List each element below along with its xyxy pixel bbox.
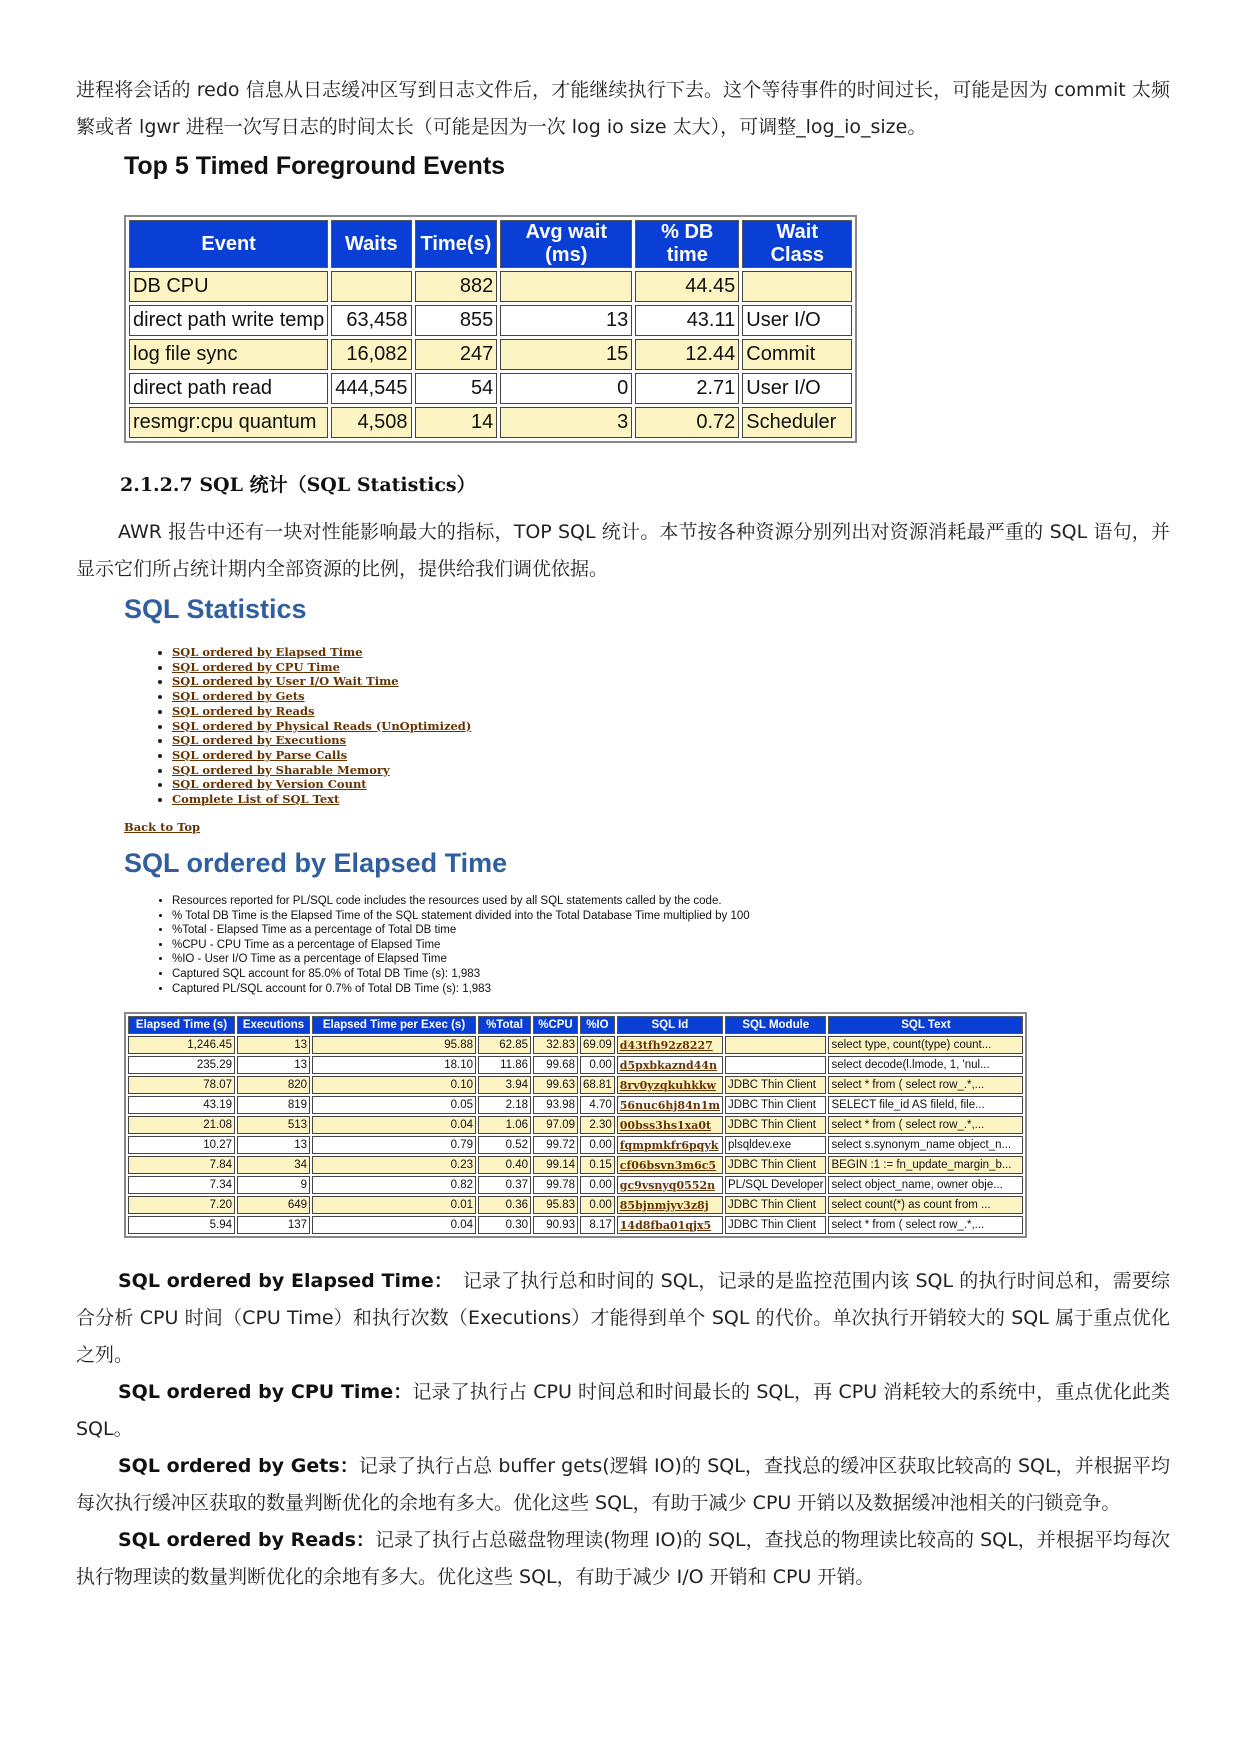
table-cell: 13 — [237, 1056, 310, 1074]
elapsed-note: • %IO - User I/O Time as a percentage of Elapsed Time — [172, 952, 750, 967]
table-cell: plsqldev.exe — [725, 1136, 826, 1154]
elapsed-note: • Captured PL/SQL account for 0.7% of Total DB Time (s): 1,983 — [172, 982, 750, 997]
back-to-top-link[interactable]: Back to Top — [124, 820, 201, 834]
top5-event-cell: resmgr:cpu quantum — [129, 407, 328, 438]
list-item — [172, 748, 471, 763]
table-cell: 0.10 — [312, 1076, 476, 1094]
table-cell: 99.78 — [533, 1176, 578, 1194]
sql-statistics-title: SQL Statistics — [124, 594, 307, 624]
table-cell: 4.70 — [580, 1096, 615, 1114]
list-item — [172, 645, 471, 660]
definition-text: 记录了执行占总 buffer gets(逻辑 IO)的 SQL，查找总的缓冲区获取比较高的 SQL，并根据平均每次执行缓冲区获取的数量判断优化的余地有多大。优化这些 SQL，有助于减少 CPU 开销以及数据缓冲池相关的闩锁竞争。 — [76, 1455, 1170, 1514]
table-cell: SELECT file_id AS fileld, file... — [828, 1096, 1023, 1114]
list-item — [172, 704, 471, 719]
table-cell: 0.04 — [312, 1116, 476, 1134]
table-cell: 819 — [237, 1096, 310, 1114]
table-cell: 2.18 — [478, 1096, 531, 1114]
table-cell: 13 — [237, 1136, 310, 1154]
sql-id-cell — [617, 1096, 723, 1114]
elapsed-time-table — [124, 1012, 1027, 1238]
sql-id-link[interactable]: 00bss3hs1xa0t — [619, 1118, 712, 1132]
elapsed-note: • % Total DB Time is the Elapsed Time of the SQL statement divided into the Total Database Time multiplied by 100 — [172, 909, 750, 924]
table-cell: 21.08 — [128, 1116, 235, 1134]
sql-statistics-links — [150, 645, 471, 807]
definition-text: 记录了执行占总磁盘物理读(物理 IO)的 SQL，查找总的物理读比较高的 SQL，并根据平均每次执行物理读的数量判断优化的余地有多大。优化这些 SQL，有助于减少 I/O 开销和 CPU 开销。 — [76, 1529, 1170, 1588]
table-cell: 34 — [237, 1156, 310, 1174]
table-cell: 0.00 — [580, 1056, 615, 1074]
table-cell: 69.09 — [580, 1036, 615, 1054]
elapsed-time-title: SQL ordered by Elapsed Time — [124, 848, 508, 878]
top5-event-cell: 16,082 — [331, 339, 411, 370]
sql-id-link[interactable]: fqmpmkfr6pqyk — [619, 1138, 719, 1152]
top5-header-row — [129, 220, 852, 268]
list-item — [172, 660, 471, 675]
top5-event-cell: 4,508 — [331, 407, 411, 438]
table-row — [128, 1056, 1023, 1074]
sql-header-cell: Elapsed Time (s) — [128, 1016, 235, 1034]
sql-header-cell: SQL Text — [828, 1016, 1023, 1034]
top5-event-cell: 13 — [500, 305, 632, 336]
definition-term: SQL ordered by Reads： — [118, 1529, 375, 1551]
table-row — [128, 1076, 1023, 1094]
top5-event-cell: 2.71 — [635, 373, 739, 404]
table-cell: 7.20 — [128, 1196, 235, 1214]
table-cell: 0.01 — [312, 1196, 476, 1214]
sql-id-link[interactable]: 14d8fba01qjx5 — [619, 1218, 712, 1232]
sql-id-cell — [617, 1036, 723, 1054]
top5-header-cell: Event — [129, 220, 328, 268]
list-item — [172, 763, 471, 778]
definitions-block — [76, 1263, 1170, 1596]
back-to-top — [124, 820, 200, 834]
top5-event-row — [129, 271, 852, 302]
definition-text: 记录了执行占 CPU 时间总和时间最长的 SQL，再 CPU 消耗较大的系统中，重点优化此类 SQL。 — [76, 1381, 1170, 1440]
table-cell: PL/SQL Developer — [725, 1176, 826, 1194]
top5-event-row — [129, 305, 852, 336]
sql-id-link[interactable]: gc9vsnyq0552n — [619, 1178, 716, 1192]
table-row — [128, 1116, 1023, 1134]
table-cell: 10.27 — [128, 1136, 235, 1154]
table-cell: select * from ( select row_.*,... — [828, 1116, 1023, 1134]
top5-event-row — [129, 373, 852, 404]
sql-id-link[interactable]: 56nuc6hj84n1m — [619, 1098, 721, 1112]
top5-event-cell — [500, 271, 632, 302]
table-cell: 7.34 — [128, 1176, 235, 1194]
top5-event-cell: 3 — [500, 407, 632, 438]
intro-text: 进程将会话的 redo 信息从日志缓冲区写到日志文件后，才能继续执行下去。这个等待事件的时间过长，可能是因为 commit 太频繁或者 lgwr 进程一次写日志的时间太长（可能是因为一次 log io size 太大），可调整_log_io_size。 — [76, 79, 1170, 138]
table-cell: 43.19 — [128, 1096, 235, 1114]
table-cell: select decode(l.lmode, 1, 'nul... — [828, 1056, 1023, 1074]
sql-header-cell: Elapsed Time per Exec (s) — [312, 1016, 476, 1034]
top5-event-cell: 63,458 — [331, 305, 411, 336]
sql-id-cell — [617, 1216, 723, 1234]
sql-id-cell — [617, 1156, 723, 1174]
sql-id-cell — [617, 1076, 723, 1094]
sql-id-cell — [617, 1176, 723, 1194]
sql-statistics-link[interactable]: SQL ordered by Reads — [172, 703, 315, 718]
table-cell — [725, 1036, 826, 1054]
sql-header-cell: SQL Module — [725, 1016, 826, 1034]
section-heading: 2.1.2.7 SQL 统计（SQL Statistics） — [120, 474, 476, 496]
sql-id-link[interactable]: cf06bsvn3m6c5 — [619, 1158, 717, 1172]
sql-statistics-link[interactable]: SQL ordered by Elapsed Time — [172, 645, 363, 659]
table-cell: 1,246.45 — [128, 1036, 235, 1054]
sql-statistics-link[interactable]: SQL ordered by Physical Reads (UnOptimized) — [172, 718, 472, 733]
elapsed-note: • Resources reported for PL/SQL code includes the resources used by all SQL statements called by the code. — [172, 894, 750, 909]
top5-event-cell: 43.11 — [635, 305, 739, 336]
sql-id-link[interactable]: d43tfh92z8227 — [619, 1038, 713, 1052]
table-cell: 32.83 — [533, 1036, 578, 1054]
sql-statistics-link[interactable]: SQL ordered by CPU Time — [172, 659, 340, 674]
table-cell: 93.98 — [533, 1096, 578, 1114]
sql-header-cell: %Total — [478, 1016, 531, 1034]
top5-header-cell: Waits — [331, 220, 411, 268]
sql-header-cell: SQL Id — [617, 1016, 723, 1034]
table-cell: 99.72 — [533, 1136, 578, 1154]
table-cell: 1.06 — [478, 1116, 531, 1134]
definition-reads — [76, 1522, 1170, 1596]
sql-statistics-link[interactable]: SQL ordered by Executions — [172, 733, 347, 748]
table-cell: 0.05 — [312, 1096, 476, 1114]
top5-event-cell — [742, 271, 852, 302]
top5-event-cell: 44.45 — [635, 271, 739, 302]
sql-header-cell: %CPU — [533, 1016, 578, 1034]
list-item — [172, 689, 471, 704]
table-cell: 62.85 — [478, 1036, 531, 1054]
table-cell: select count(*) as count from ... — [828, 1196, 1023, 1214]
top5-event-cell: User I/O — [742, 305, 852, 336]
table-cell: 68.81 — [580, 1076, 615, 1094]
sql-id-cell — [617, 1056, 723, 1074]
top5-event-cell: User I/O — [742, 373, 852, 404]
table-cell: 7.84 — [128, 1156, 235, 1174]
elapsed-note: • Captured SQL account for 85.0% of Total DB Time (s): 1,983 — [172, 967, 750, 982]
section-paragraph — [76, 514, 1170, 588]
table-cell: JDBC Thin Client — [725, 1116, 826, 1134]
top5-event-cell — [331, 271, 411, 302]
top5-event-cell: 855 — [415, 305, 498, 336]
table-cell: 137 — [237, 1216, 310, 1234]
table-cell: 0.37 — [478, 1176, 531, 1194]
list-item — [172, 777, 471, 792]
table-cell: 99.63 — [533, 1076, 578, 1094]
elapsed-time-notes — [150, 894, 750, 996]
table-cell: 11.86 — [478, 1056, 531, 1074]
top5-event-cell: 0 — [500, 373, 632, 404]
sql-statistics-link[interactable]: SQL ordered by Version Count — [172, 777, 367, 792]
table-cell: BEGIN :1 := fn_update_margin_b... — [828, 1156, 1023, 1174]
table-cell: 0.00 — [580, 1136, 615, 1154]
sql-header-cell: Executions — [237, 1016, 310, 1034]
definition-term: SQL ordered by Elapsed Time： — [118, 1270, 444, 1292]
top5-header-cell: Time(s) — [415, 220, 498, 268]
table-cell: 0.52 — [478, 1136, 531, 1154]
sql-id-link[interactable]: 8rv0yzqkuhkkw — [619, 1078, 716, 1092]
table-cell: JDBC Thin Client — [725, 1096, 826, 1114]
table-cell: select object_name, owner obje... — [828, 1176, 1023, 1194]
sql-id-link[interactable]: 85bjnmjyv3z8j — [619, 1198, 709, 1212]
list-item — [172, 719, 471, 734]
top5-event-cell: Commit — [742, 339, 852, 370]
table-cell: 5.94 — [128, 1216, 235, 1234]
table-cell: 649 — [237, 1196, 310, 1214]
sql-statistics-link[interactable]: Complete List of SQL Text — [172, 792, 340, 807]
top5-events-table — [124, 215, 857, 443]
table-cell: 9 — [237, 1176, 310, 1194]
table-cell: 2.30 — [580, 1116, 615, 1134]
top5-event-cell: Scheduler — [742, 407, 852, 438]
table-cell: JDBC Thin Client — [725, 1076, 826, 1094]
top5-event-cell: 247 — [415, 339, 498, 370]
sql-header-cell: %IO — [580, 1016, 615, 1034]
list-item — [172, 674, 471, 689]
sql-statistics-link[interactable]: SQL ordered by User I/O Wait Time — [172, 674, 399, 689]
table-cell: 95.83 — [533, 1196, 578, 1214]
elapsed-note: • %CPU - CPU Time as a percentage of Elapsed Time — [172, 938, 750, 953]
table-cell: select * from ( select row_.*,... — [828, 1076, 1023, 1094]
top5-event-cell: log file sync — [129, 339, 328, 370]
top5-event-cell: 15 — [500, 339, 632, 370]
sql-id-cell — [617, 1136, 723, 1154]
table-cell: JDBC Thin Client — [725, 1196, 826, 1214]
top5-header-cell: Avg wait (ms) — [500, 220, 632, 268]
list-item — [172, 792, 471, 807]
table-row — [128, 1176, 1023, 1194]
top5-header-cell: % DB time — [635, 220, 739, 268]
sql-statistics-link[interactable]: SQL ordered by Gets — [172, 689, 305, 704]
table-cell: JDBC Thin Client — [725, 1216, 826, 1234]
table-cell: 0.00 — [580, 1176, 615, 1194]
sql-statistics-link[interactable]: SQL ordered by Parse Calls — [172, 747, 348, 762]
table-cell: 235.29 — [128, 1056, 235, 1074]
top5-header-cell: Wait Class — [742, 220, 852, 268]
top5-event-cell: 882 — [415, 271, 498, 302]
table-row — [128, 1036, 1023, 1054]
table-cell: 0.40 — [478, 1156, 531, 1174]
table-cell: 820 — [237, 1076, 310, 1094]
top5-event-row — [129, 407, 852, 438]
table-row — [128, 1156, 1023, 1174]
table-cell — [725, 1056, 826, 1074]
top5-event-cell: 0.72 — [635, 407, 739, 438]
table-cell: 0.04 — [312, 1216, 476, 1234]
top5-event-cell: DB CPU — [129, 271, 328, 302]
table-cell: 0.30 — [478, 1216, 531, 1234]
table-cell: 95.88 — [312, 1036, 476, 1054]
table-row — [128, 1216, 1023, 1234]
definition-elapsed-time — [76, 1263, 1170, 1374]
table-cell: 513 — [237, 1116, 310, 1134]
table-cell: 0.82 — [312, 1176, 476, 1194]
table-cell: 90.93 — [533, 1216, 578, 1234]
top5-event-cell: 12.44 — [635, 339, 739, 370]
top5-event-cell: direct path read — [129, 373, 328, 404]
definition-term: SQL ordered by CPU Time： — [118, 1381, 413, 1403]
sql-statistics-link[interactable]: SQL ordered by Sharable Memory — [172, 762, 390, 777]
top5-event-cell: 444,545 — [331, 373, 411, 404]
table-row — [128, 1096, 1023, 1114]
table-cell: 99.68 — [533, 1056, 578, 1074]
definition-text: 记录了执行总和时间的 SQL，记录的是监控范围内该 SQL 的执行时间总和，需要综合分析 CPU 时间（CPU Time）和执行次数（Executions）才能得到单个 SQL 的代价。单次执行开销较大的 SQL 属于重点优化之列。 — [76, 1270, 1170, 1366]
table-cell: JDBC Thin Client — [725, 1156, 826, 1174]
table-cell: 8.17 — [580, 1216, 615, 1234]
top5-events-title: Top 5 Timed Foreground Events — [124, 152, 506, 180]
table-cell: 99.14 — [533, 1156, 578, 1174]
top5-event-cell: 14 — [415, 407, 498, 438]
table-cell: 0.36 — [478, 1196, 531, 1214]
sql-id-cell — [617, 1196, 723, 1214]
table-cell: 0.79 — [312, 1136, 476, 1154]
table-row — [128, 1196, 1023, 1214]
definition-term: SQL ordered by Gets： — [118, 1455, 359, 1477]
table-row — [128, 1136, 1023, 1154]
table-cell: 18.10 — [312, 1056, 476, 1074]
table-cell: 0.15 — [580, 1156, 615, 1174]
table-cell: 13 — [237, 1036, 310, 1054]
table-cell: 97.09 — [533, 1116, 578, 1134]
table-cell: select * from ( select row_.*,... — [828, 1216, 1023, 1234]
sql-id-link[interactable]: d5pxbkaznd44n — [619, 1058, 718, 1072]
top5-event-row — [129, 339, 852, 370]
sql-header-row — [128, 1016, 1023, 1034]
intro-paragraph — [76, 72, 1170, 146]
table-cell: 3.94 — [478, 1076, 531, 1094]
table-cell: 78.07 — [128, 1076, 235, 1094]
definition-gets — [76, 1448, 1170, 1522]
table-cell: 0.23 — [312, 1156, 476, 1174]
section-text: AWR 报告中还有一块对性能影响最大的指标，TOP SQL 统计。本节按各种资源分别列出对资源消耗最严重的 SQL 语句，并显示它们所占统计期内全部资源的比例，提供给我们调优依据。 — [76, 521, 1170, 580]
table-cell: select s.synonym_name object_n... — [828, 1136, 1023, 1154]
sql-id-cell — [617, 1116, 723, 1134]
elapsed-note: • %Total - Elapsed Time as a percentage of Total DB time — [172, 923, 750, 938]
table-cell: 0.00 — [580, 1196, 615, 1214]
table-cell: select type, count(type) count... — [828, 1036, 1023, 1054]
list-item — [172, 733, 471, 748]
top5-event-cell: direct path write temp — [129, 305, 328, 336]
top5-event-cell: 54 — [415, 373, 498, 404]
definition-cpu-time — [76, 1374, 1170, 1448]
